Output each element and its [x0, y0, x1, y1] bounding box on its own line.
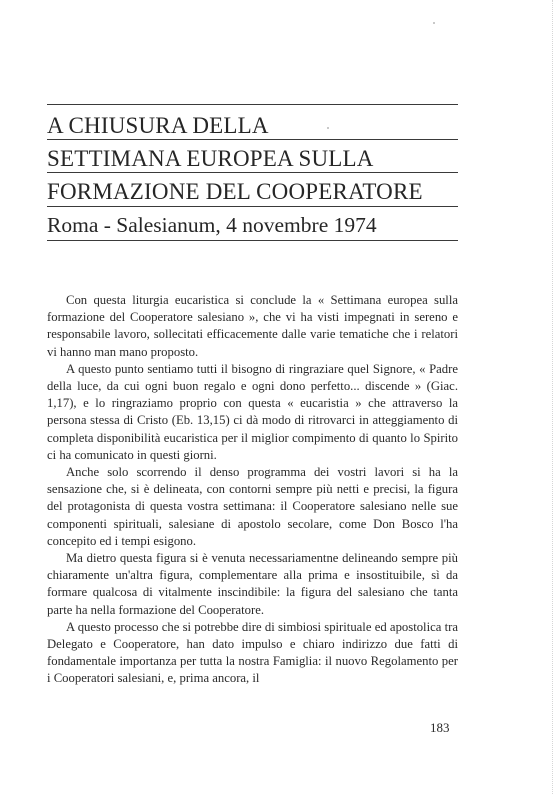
- paragraph-2: A questo punto sentiamo tutti il bisogno di ringraziare quel Signore, « Padre della luce, da cui ogni buon regalo e ogni dono perfetto... discende » (Giac. 1,17), e lo ringraziamo proprio con questa « eucaristia » che attraverso la persona stessa di Cristo (Eb. 13,15) ci dà modo di ritrovarci in atteggiamento di completa disponibilità eucaristica per il miglior compimento di quanto lo Spirito ci ha comunicato in questi giorni.: [47, 361, 458, 462]
- title-rule-2: [47, 172, 458, 173]
- page-number: 183: [430, 720, 450, 735]
- title-rule-top: [47, 104, 458, 105]
- page-edge-shadow: [552, 0, 559, 794]
- title-line-1: A CHIUSURA DELLA: [47, 113, 269, 138]
- paper-speck: [433, 22, 435, 24]
- title-rule-1: [47, 139, 458, 140]
- title-line-2: SETTIMANA EUROPEA SULLA: [47, 146, 374, 171]
- paper-speck: [327, 127, 329, 129]
- paragraph-3: Anche solo scorrendo il denso programma dei vostri lavori si ha la sensazione che, si è delineata, con contorni sempre più netti e precisi, la figura del protagonista di questa vostra settimana: il Cooperatore salesiano nelle sue componenti spirituali, salesiane di apostolo secolare, come Don Bosco l'ha concepito ed i tempi esigono.: [47, 465, 458, 548]
- body-text: [47, 292, 458, 688]
- subtitle-place-date: Roma - Salesianum, 4 novembre 1974: [47, 213, 377, 237]
- title-rule-3: [47, 206, 458, 207]
- title-line-3: FORMAZIONE DEL COOPERATORE: [47, 179, 423, 204]
- paragraph-1: Con questa liturgia eucaristica si conclude la « Settimana europea sulla formazione del Cooperatore salesiano », che vi ha visti impegnati in sereno e responsabile lavoro, sollecitati efficacemente dalle varie tematiche che i relatori vi hanno man mano proposto.: [47, 293, 458, 359]
- title-rule-bottom: [47, 240, 458, 241]
- paragraph-5: A questo processo che si potrebbe dire di simbiosi spirituale ed apostolica tra Delegato e Cooperatore, han dato impulso e chiaro indirizzo due fatti di fondamentale importanza per tutta la nostra Famiglia: il nuovo Regolamento per i Cooperatori salesiani, e, prima ancora, il: [47, 619, 458, 686]
- paragraph-4: Ma dietro questa figura si è venuta necessariamentne delineando sempre più chiaramente un'altra figura, complementare alla prima e insostituibile, sì da formare qualcosa di vitalmente inscindibile: la figura del salesiano che tanta parte ha nella formazione del Cooperatore.: [47, 551, 458, 617]
